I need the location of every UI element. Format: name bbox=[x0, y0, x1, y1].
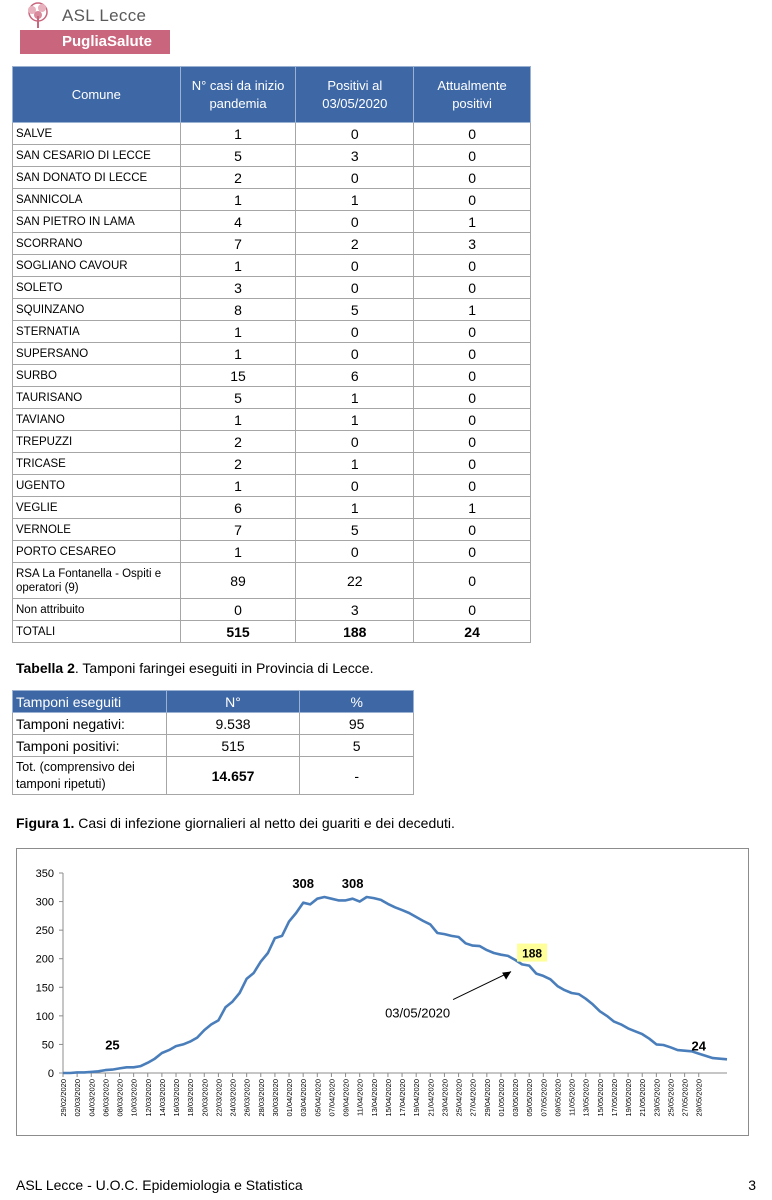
casi-cell: 0 bbox=[180, 599, 296, 621]
tamponi-total-count: 14.657 bbox=[166, 757, 300, 795]
positivi-cell: 22 bbox=[296, 563, 414, 599]
header-casi: N° casi da inizio pandemia bbox=[180, 67, 296, 123]
table-row bbox=[13, 189, 531, 211]
x-tick-label: 06/03/2020 bbox=[101, 1079, 111, 1117]
annotation-label: 25 bbox=[105, 1037, 120, 1053]
header-numero: N° bbox=[166, 691, 300, 713]
tamponi-table bbox=[12, 690, 414, 795]
comune-cell: SURBO bbox=[13, 365, 181, 387]
tamponi-count: 515 bbox=[166, 735, 300, 757]
attuali-cell: 1 bbox=[414, 299, 531, 321]
x-tick-label: 26/03/2020 bbox=[242, 1079, 252, 1117]
x-tick-label: 12/03/2020 bbox=[143, 1079, 153, 1117]
x-tick-label: 01/04/2020 bbox=[285, 1079, 295, 1117]
x-tick-label: 01/05/2020 bbox=[496, 1079, 506, 1117]
logo-bar: PugliaSalute bbox=[20, 30, 170, 54]
positivi-cell: 1 bbox=[296, 453, 414, 475]
x-tick-label: 19/04/2020 bbox=[412, 1079, 422, 1117]
attuali-cell: 0 bbox=[414, 453, 531, 475]
positivi-cell: 2 bbox=[296, 233, 414, 255]
x-tick-label: 16/03/2020 bbox=[172, 1079, 182, 1117]
positivi-cell: 3 bbox=[296, 145, 414, 167]
y-tick-label: 100 bbox=[35, 1010, 54, 1023]
positivi-cell: 6 bbox=[296, 365, 414, 387]
comune-cell: PORTO CESAREO bbox=[13, 541, 181, 563]
positivi-cell: 0 bbox=[296, 277, 414, 299]
x-tick-label: 21/05/2020 bbox=[638, 1079, 648, 1117]
table-header-row bbox=[13, 67, 531, 123]
x-tick-label: 17/04/2020 bbox=[398, 1079, 408, 1117]
comune-cell: SOGLIANO CAVOUR bbox=[13, 255, 181, 277]
daily-cases-chart bbox=[16, 848, 749, 1136]
attuali-cell: 0 bbox=[414, 365, 531, 387]
comune-cell: VERNOLE bbox=[13, 519, 181, 541]
attuali-cell: 0 bbox=[414, 599, 531, 621]
positivi-cell: 0 bbox=[296, 541, 414, 563]
y-tick-label: 150 bbox=[35, 982, 54, 995]
table-header-row bbox=[13, 691, 414, 713]
x-tick-label: 29/04/2020 bbox=[482, 1079, 492, 1117]
table-row bbox=[13, 519, 531, 541]
annotation-arrow bbox=[453, 972, 511, 1000]
attuali-cell: 0 bbox=[414, 431, 531, 453]
page-number: 3 bbox=[748, 1177, 756, 1193]
casi-cell: 7 bbox=[180, 233, 296, 255]
table-row bbox=[13, 453, 531, 475]
total-attuali: 24 bbox=[414, 621, 531, 643]
header-positivi: Positivi al 03/05/2020 bbox=[296, 67, 414, 123]
table-row bbox=[13, 541, 531, 563]
asl-lecce-logo bbox=[20, 2, 170, 54]
annotation-label: 308 bbox=[341, 876, 364, 891]
attuali-cell: 0 bbox=[414, 343, 531, 365]
x-tick-label: 07/04/2020 bbox=[327, 1079, 337, 1117]
line-chart-svg bbox=[17, 849, 750, 1137]
table-row bbox=[13, 735, 414, 757]
x-tick-label: 04/03/2020 bbox=[87, 1079, 97, 1117]
x-tick-label: 05/04/2020 bbox=[313, 1079, 323, 1117]
table-row bbox=[13, 475, 531, 497]
table-row bbox=[13, 409, 531, 431]
tamponi-label: Tamponi positivi: bbox=[13, 735, 167, 757]
attuali-cell: 1 bbox=[414, 211, 531, 233]
x-tick-label: 09/04/2020 bbox=[341, 1079, 351, 1117]
casi-cell: 3 bbox=[180, 277, 296, 299]
y-tick-label: 50 bbox=[41, 1039, 54, 1052]
table-row bbox=[13, 431, 531, 453]
logo-name: ASL Lecce bbox=[62, 6, 147, 25]
x-tick-label: 14/03/2020 bbox=[157, 1079, 167, 1117]
casi-cell: 5 bbox=[180, 145, 296, 167]
totals-row bbox=[13, 757, 414, 795]
table-row bbox=[13, 233, 531, 255]
x-tick-label: 21/04/2020 bbox=[426, 1079, 436, 1117]
x-tick-label: 13/04/2020 bbox=[369, 1079, 379, 1117]
attuali-cell: 0 bbox=[414, 167, 531, 189]
tamponi-percent: 95 bbox=[300, 713, 414, 735]
casi-cell: 1 bbox=[180, 409, 296, 431]
x-tick-label: 27/05/2020 bbox=[680, 1079, 690, 1117]
x-tick-label: 27/04/2020 bbox=[468, 1079, 478, 1117]
table-row bbox=[13, 277, 531, 299]
attuali-cell: 0 bbox=[414, 475, 531, 497]
x-tick-label: 11/05/2020 bbox=[567, 1079, 577, 1116]
table-row bbox=[13, 123, 531, 145]
table-row bbox=[13, 365, 531, 387]
x-tick-label: 05/05/2020 bbox=[525, 1079, 535, 1117]
attuali-cell: 0 bbox=[414, 409, 531, 431]
casi-cell: 1 bbox=[180, 541, 296, 563]
table-row bbox=[13, 299, 531, 321]
x-tick-label: 28/03/2020 bbox=[256, 1079, 266, 1117]
casi-cell: 1 bbox=[180, 475, 296, 497]
table-row bbox=[13, 167, 531, 189]
total-positivi: 188 bbox=[296, 621, 414, 643]
positivi-cell: 0 bbox=[296, 343, 414, 365]
casi-cell: 6 bbox=[180, 497, 296, 519]
x-tick-label: 20/03/2020 bbox=[200, 1079, 210, 1117]
total-casi: 515 bbox=[180, 621, 296, 643]
positivi-cell: 0 bbox=[296, 475, 414, 497]
casi-cell: 1 bbox=[180, 343, 296, 365]
comuni-table bbox=[12, 66, 531, 643]
x-tick-label: 11/04/2020 bbox=[355, 1079, 365, 1116]
y-tick-label: 250 bbox=[35, 925, 54, 938]
x-tick-label: 13/05/2020 bbox=[581, 1079, 591, 1117]
x-tick-label: 29/02/2020 bbox=[59, 1079, 68, 1117]
y-tick-label: 350 bbox=[35, 868, 54, 880]
attuali-cell: 0 bbox=[414, 563, 531, 599]
positivi-cell: 5 bbox=[296, 519, 414, 541]
attuali-cell: 0 bbox=[414, 321, 531, 343]
table-row bbox=[13, 145, 531, 167]
table-row bbox=[13, 599, 531, 621]
casi-cell: 2 bbox=[180, 431, 296, 453]
casi-cell: 1 bbox=[180, 321, 296, 343]
tamponi-total-percent: - bbox=[300, 757, 414, 795]
totals-row bbox=[13, 621, 531, 643]
figure-caption: Figura 1. Casi di infezione giornalieri al netto dei guariti e dei deceduti. bbox=[16, 815, 455, 831]
comune-cell: SAN CESARIO DI LECCE bbox=[13, 145, 181, 167]
x-tick-label: 15/04/2020 bbox=[383, 1079, 393, 1117]
tree-logo-icon bbox=[20, 2, 56, 30]
comune-cell: SQUINZANO bbox=[13, 299, 181, 321]
header-percent: % bbox=[300, 691, 414, 713]
positivi-cell: 3 bbox=[296, 599, 414, 621]
positivi-cell: 1 bbox=[296, 409, 414, 431]
comune-cell: SANNICOLA bbox=[13, 189, 181, 211]
x-tick-label: 30/03/2020 bbox=[270, 1079, 280, 1117]
header-comune: Comune bbox=[13, 67, 181, 123]
positivi-cell: 1 bbox=[296, 189, 414, 211]
table-row bbox=[13, 321, 531, 343]
x-tick-label: 23/05/2020 bbox=[652, 1079, 662, 1117]
casi-cell: 2 bbox=[180, 453, 296, 475]
x-tick-label: 03/05/2020 bbox=[511, 1079, 521, 1117]
attuali-cell: 0 bbox=[414, 541, 531, 563]
x-tick-label: 29/05/2020 bbox=[694, 1079, 704, 1117]
table-row bbox=[13, 255, 531, 277]
x-tick-label: 18/03/2020 bbox=[186, 1079, 196, 1117]
attuali-cell: 1 bbox=[414, 497, 531, 519]
comune-cell: TAVIANO bbox=[13, 409, 181, 431]
tamponi-total-label: Tot. (comprensivo dei tamponi ripetuti) bbox=[13, 757, 167, 795]
x-tick-label: 24/03/2020 bbox=[228, 1079, 238, 1117]
table-row bbox=[13, 563, 531, 599]
annotation-label: 24 bbox=[691, 1038, 706, 1054]
attuali-cell: 0 bbox=[414, 387, 531, 409]
casi-cell: 2 bbox=[180, 167, 296, 189]
casi-cell: 4 bbox=[180, 211, 296, 233]
daily-cases-line bbox=[63, 897, 727, 1073]
x-tick-label: 15/05/2020 bbox=[595, 1079, 605, 1117]
x-tick-label: 19/05/2020 bbox=[624, 1079, 634, 1117]
header-attualmente: Attualmente positivi bbox=[414, 67, 531, 123]
x-tick-label: 09/05/2020 bbox=[553, 1079, 563, 1117]
casi-cell: 15 bbox=[180, 365, 296, 387]
casi-cell: 89 bbox=[180, 563, 296, 599]
totals-label: TOTALI bbox=[13, 621, 181, 643]
y-tick-label: 0 bbox=[47, 1068, 54, 1080]
comune-cell: RSA La Fontanella - Ospiti e operatori (9) bbox=[13, 563, 181, 599]
attuali-cell: 0 bbox=[414, 123, 531, 145]
table-row bbox=[13, 713, 414, 735]
comune-cell: STERNATIA bbox=[13, 321, 181, 343]
positivi-cell: 0 bbox=[296, 255, 414, 277]
casi-cell: 1 bbox=[180, 123, 296, 145]
x-tick-label: 08/03/2020 bbox=[115, 1079, 125, 1117]
annotation-label: 308 bbox=[292, 876, 315, 891]
comune-cell: SCORRANO bbox=[13, 233, 181, 255]
tamponi-count: 9.538 bbox=[166, 713, 300, 735]
comune-cell: SAN DONATO DI LECCE bbox=[13, 167, 181, 189]
x-tick-label: 07/05/2020 bbox=[539, 1079, 549, 1117]
x-tick-label: 22/03/2020 bbox=[214, 1079, 224, 1117]
comune-cell: TAURISANO bbox=[13, 387, 181, 409]
x-tick-label: 03/04/2020 bbox=[299, 1079, 309, 1117]
attuali-cell: 0 bbox=[414, 277, 531, 299]
positivi-cell: 0 bbox=[296, 123, 414, 145]
comune-cell: SALVE bbox=[13, 123, 181, 145]
tamponi-percent: 5 bbox=[300, 735, 414, 757]
y-tick-label: 300 bbox=[35, 896, 54, 909]
positivi-cell: 0 bbox=[296, 211, 414, 233]
positivi-cell: 0 bbox=[296, 321, 414, 343]
positivi-cell: 0 bbox=[296, 431, 414, 453]
comune-cell: SAN PIETRO IN LAMA bbox=[13, 211, 181, 233]
table-row bbox=[13, 387, 531, 409]
attuali-cell: 3 bbox=[414, 233, 531, 255]
x-tick-label: 23/04/2020 bbox=[440, 1079, 450, 1117]
positivi-cell: 1 bbox=[296, 497, 414, 519]
y-tick-label: 200 bbox=[35, 953, 54, 966]
table-row bbox=[13, 343, 531, 365]
casi-cell: 1 bbox=[180, 255, 296, 277]
x-tick-label: 02/03/2020 bbox=[73, 1079, 83, 1117]
casi-cell: 8 bbox=[180, 299, 296, 321]
attuali-cell: 0 bbox=[414, 519, 531, 541]
casi-cell: 7 bbox=[180, 519, 296, 541]
attuali-cell: 0 bbox=[414, 255, 531, 277]
comune-cell: SOLETO bbox=[13, 277, 181, 299]
x-tick-label: 25/04/2020 bbox=[454, 1079, 464, 1117]
casi-cell: 5 bbox=[180, 387, 296, 409]
table-row bbox=[13, 497, 531, 519]
table2-caption: Tabella 2. Tamponi faringei eseguiti in Provincia di Lecce. bbox=[16, 660, 374, 676]
comune-cell: Non attribuito bbox=[13, 599, 181, 621]
comune-cell: TRICASE bbox=[13, 453, 181, 475]
tamponi-label: Tamponi negativi: bbox=[13, 713, 167, 735]
positivi-cell: 1 bbox=[296, 387, 414, 409]
comune-cell: UGENTO bbox=[13, 475, 181, 497]
annotation-date-label: 03/05/2020 bbox=[385, 1005, 451, 1021]
positivi-cell: 0 bbox=[296, 167, 414, 189]
x-tick-label: 17/05/2020 bbox=[609, 1079, 619, 1117]
comune-cell: VEGLIE bbox=[13, 497, 181, 519]
x-tick-label: 10/03/2020 bbox=[129, 1079, 139, 1117]
x-tick-label: 25/05/2020 bbox=[666, 1079, 676, 1117]
positivi-cell: 5 bbox=[296, 299, 414, 321]
comune-cell: SUPERSANO bbox=[13, 343, 181, 365]
comune-cell: TREPUZZI bbox=[13, 431, 181, 453]
footer-department: ASL Lecce - U.O.C. Epidemiologia e Statistica bbox=[16, 1177, 303, 1193]
attuali-cell: 0 bbox=[414, 189, 531, 211]
attuali-cell: 0 bbox=[414, 145, 531, 167]
casi-cell: 1 bbox=[180, 189, 296, 211]
table-row bbox=[13, 211, 531, 233]
annotation-label: 188 bbox=[522, 946, 543, 961]
header-tamponi: Tamponi eseguiti bbox=[13, 691, 167, 713]
